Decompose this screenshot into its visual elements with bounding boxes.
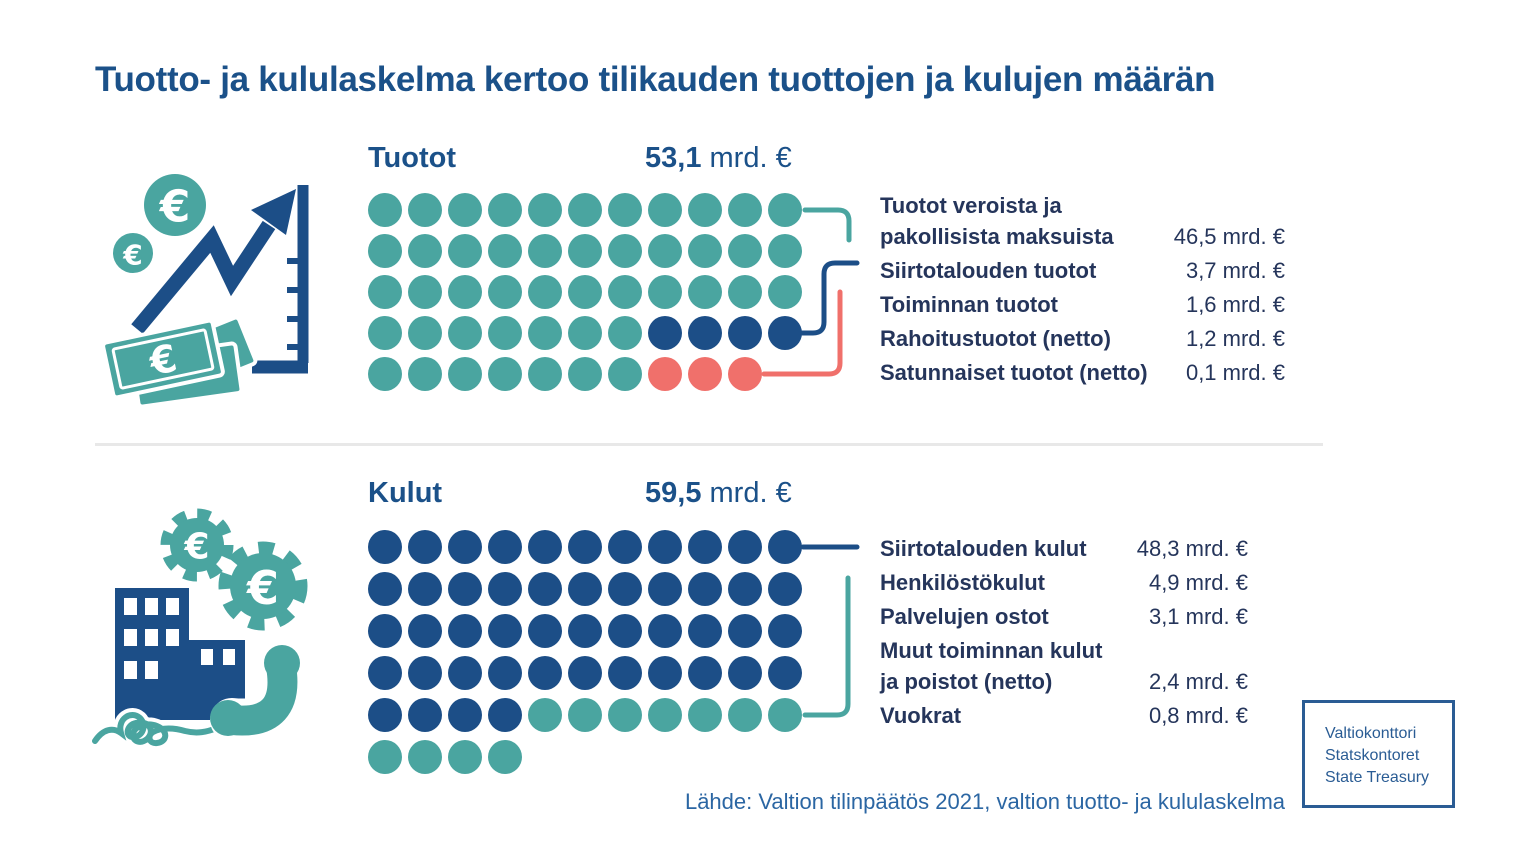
teal-dot bbox=[728, 698, 762, 732]
legend-item-value: 3,7 mrd. € bbox=[1185, 258, 1285, 283]
legend-item bbox=[880, 533, 1248, 564]
navy-dot bbox=[728, 572, 762, 606]
tuotot-legend bbox=[880, 190, 1285, 391]
kulut-waffle-chart bbox=[368, 530, 802, 782]
navy-dot bbox=[408, 572, 442, 606]
gear-euro-small bbox=[167, 515, 227, 575]
navy-dot bbox=[408, 656, 442, 690]
teal-dot bbox=[568, 234, 602, 268]
teal-dot bbox=[608, 275, 642, 309]
navy-dot bbox=[728, 316, 762, 350]
teal-dot bbox=[728, 275, 762, 309]
navy-dot bbox=[528, 572, 562, 606]
teal-dot bbox=[568, 357, 602, 391]
navy-dot bbox=[648, 656, 682, 690]
navy-dot bbox=[568, 614, 602, 648]
legend-item-label: Palvelujen ostot bbox=[880, 604, 1049, 629]
navy-dot bbox=[608, 530, 642, 564]
legend-item-value: 3,1 mrd. € bbox=[1148, 604, 1248, 629]
teal-dot bbox=[448, 193, 482, 227]
dot-row bbox=[368, 316, 802, 350]
navy-dot bbox=[528, 656, 562, 690]
navy-dot bbox=[368, 530, 402, 564]
teal-dot bbox=[648, 275, 682, 309]
dot-row bbox=[368, 572, 802, 606]
logo-line-en: State Treasury bbox=[1325, 769, 1430, 786]
legend-item-label: Rahoitustuotot (netto) bbox=[880, 326, 1111, 351]
legend-item bbox=[880, 700, 1248, 731]
legend-item-value: 0,1 mrd. € bbox=[1185, 360, 1285, 385]
gear-euro-big bbox=[226, 549, 300, 623]
legend-item bbox=[880, 567, 1248, 598]
teal-dot bbox=[448, 740, 482, 774]
teal-dot bbox=[408, 316, 442, 350]
source-caption: Lähde: Valtion tilinpäätös 2021, valtion tuotto- ja kululaskelma bbox=[684, 789, 1286, 814]
legend-item-label: Satunnaiset tuotot (netto) bbox=[880, 360, 1148, 385]
building-gears-phone-icon bbox=[85, 498, 325, 760]
navy-dot bbox=[648, 530, 682, 564]
tuotot-waffle-chart bbox=[368, 193, 802, 398]
navy-dot bbox=[448, 614, 482, 648]
kulut-amount bbox=[645, 477, 792, 510]
teal-dot bbox=[368, 357, 402, 391]
navy-dot bbox=[768, 316, 802, 350]
dot-row bbox=[368, 275, 802, 309]
teal-dot bbox=[528, 357, 562, 391]
teal-dot bbox=[648, 234, 682, 268]
teal-dot bbox=[528, 193, 562, 227]
navy-dot bbox=[368, 572, 402, 606]
legend-item bbox=[880, 255, 1285, 286]
teal-dot bbox=[448, 316, 482, 350]
svg-text:€: € bbox=[246, 561, 280, 615]
navy-dot bbox=[648, 614, 682, 648]
navy-dot bbox=[768, 656, 802, 690]
teal-dot bbox=[608, 234, 642, 268]
teal-dot bbox=[448, 234, 482, 268]
legend-item-label: Siirtotalouden kulut bbox=[880, 536, 1087, 561]
legend-item bbox=[880, 323, 1285, 354]
svg-text:€: € bbox=[145, 335, 181, 385]
teal-dot bbox=[768, 193, 802, 227]
legend-item bbox=[880, 601, 1248, 632]
teal-dot bbox=[488, 275, 522, 309]
navy-dot bbox=[528, 530, 562, 564]
dot-row bbox=[368, 234, 802, 268]
navy-dot bbox=[448, 572, 482, 606]
legend-item-value: 48,3 mrd. € bbox=[1136, 536, 1248, 561]
teal-dot bbox=[688, 193, 722, 227]
teal-dot bbox=[528, 275, 562, 309]
teal-dot bbox=[488, 740, 522, 774]
navy-dot bbox=[688, 572, 722, 606]
teal-dot bbox=[768, 234, 802, 268]
dot-row bbox=[368, 740, 802, 774]
euro-growth-chart-icon bbox=[85, 163, 325, 415]
logo-line-fi: Valtiokonttori bbox=[1325, 725, 1417, 742]
legend-item bbox=[880, 635, 1248, 697]
dot-row bbox=[368, 698, 802, 732]
kulut-other-bracket-line bbox=[805, 578, 848, 715]
teal-dot bbox=[408, 234, 442, 268]
navy-dot bbox=[568, 530, 602, 564]
navy-dot bbox=[568, 656, 602, 690]
teal-dot bbox=[368, 234, 402, 268]
navy-dot bbox=[448, 698, 482, 732]
navy-dot bbox=[648, 572, 682, 606]
legend-item-label: Toiminnan tuotot bbox=[880, 292, 1058, 317]
svg-text:€: € bbox=[123, 238, 143, 272]
teal-dot bbox=[728, 193, 762, 227]
tuotot-heading: Tuotot bbox=[368, 142, 457, 174]
teal-dot bbox=[608, 193, 642, 227]
dot-row bbox=[368, 357, 802, 391]
tuotot-amount-unit: mrd. € bbox=[709, 142, 792, 174]
legend-item-label: Tuotot veroista ja pakollisista maksuista bbox=[880, 193, 1114, 249]
legend-item-value: 2,4 mrd. € bbox=[1148, 669, 1248, 694]
kulut-amount-unit: mrd. € bbox=[709, 477, 792, 509]
navy-dot bbox=[688, 614, 722, 648]
coral-dot bbox=[648, 357, 682, 391]
svg-text:€: € bbox=[159, 181, 191, 233]
coral-dot bbox=[728, 357, 762, 391]
navy-dot bbox=[448, 656, 482, 690]
navy-dot bbox=[448, 530, 482, 564]
state-treasury-logo bbox=[1302, 700, 1455, 808]
navy-dot bbox=[368, 656, 402, 690]
teal-dot bbox=[488, 193, 522, 227]
teal-dot bbox=[648, 698, 682, 732]
navy-dot bbox=[688, 656, 722, 690]
teal-dot bbox=[608, 357, 642, 391]
navy-dot bbox=[728, 614, 762, 648]
dot-row bbox=[368, 614, 802, 648]
navy-dot bbox=[488, 656, 522, 690]
tuotot-amount-value: 53,1 bbox=[645, 142, 702, 174]
teal-dot bbox=[488, 234, 522, 268]
teal-dot bbox=[408, 357, 442, 391]
navy-dot bbox=[768, 530, 802, 564]
navy-dot bbox=[408, 698, 442, 732]
svg-text:€: € bbox=[184, 526, 210, 568]
navy-dot bbox=[488, 530, 522, 564]
kulut-legend bbox=[880, 533, 1248, 734]
navy-dot bbox=[768, 614, 802, 648]
page-title: Tuotto- ja kululaskelma kertoo tilikauden tuottojen ja kulujen määrän bbox=[95, 60, 1216, 99]
legend-item-label: Vuokrat bbox=[880, 703, 962, 728]
dot-row bbox=[368, 193, 802, 227]
legend-item bbox=[880, 289, 1285, 320]
teal-dot bbox=[488, 357, 522, 391]
navy-dot bbox=[528, 614, 562, 648]
navy-dot bbox=[688, 316, 722, 350]
navy-dot bbox=[608, 614, 642, 648]
teal-dot bbox=[368, 316, 402, 350]
legend-item-label: Henkilöstökulut bbox=[880, 570, 1046, 595]
kulut-heading: Kulut bbox=[368, 477, 443, 509]
navy-dot bbox=[568, 572, 602, 606]
teal-dot bbox=[688, 234, 722, 268]
teal-dot bbox=[568, 316, 602, 350]
teal-dot bbox=[528, 316, 562, 350]
navy-dot bbox=[608, 656, 642, 690]
legend-item-value: 0,8 mrd. € bbox=[1148, 703, 1248, 728]
navy-dot bbox=[368, 614, 402, 648]
teal-dot bbox=[408, 275, 442, 309]
tuotot-amount bbox=[645, 142, 792, 175]
section-divider bbox=[95, 443, 1323, 446]
teal-dot bbox=[568, 275, 602, 309]
teal-dot bbox=[408, 193, 442, 227]
legend-item-label: Muut toiminnan kulut ja poistot (netto) bbox=[880, 638, 1103, 694]
teal-dot bbox=[368, 193, 402, 227]
teal-dot bbox=[568, 193, 602, 227]
teal-dot bbox=[408, 740, 442, 774]
kulut-amount-value: 59,5 bbox=[645, 477, 702, 509]
teal-dot bbox=[768, 275, 802, 309]
teal-dot bbox=[688, 698, 722, 732]
logo-line-sv: Statskontoret bbox=[1325, 747, 1420, 764]
navy-dot bbox=[488, 572, 522, 606]
legend-item-value: 4,9 mrd. € bbox=[1148, 570, 1248, 595]
navy-dot bbox=[488, 698, 522, 732]
navy-dot bbox=[728, 530, 762, 564]
navy-dot bbox=[408, 614, 442, 648]
teal-dot bbox=[368, 740, 402, 774]
teal-dot bbox=[648, 193, 682, 227]
legend-item-label: Siirtotalouden tuotot bbox=[880, 258, 1097, 283]
teal-dot bbox=[368, 275, 402, 309]
legend-item bbox=[880, 357, 1285, 388]
legend-item-value: 1,2 mrd. € bbox=[1185, 326, 1285, 351]
tuotot-taxes-connector-line bbox=[805, 210, 849, 240]
teal-dot bbox=[688, 275, 722, 309]
navy-dot bbox=[688, 530, 722, 564]
navy-dot bbox=[608, 572, 642, 606]
navy-dot bbox=[408, 530, 442, 564]
teal-dot bbox=[608, 698, 642, 732]
navy-dot bbox=[768, 572, 802, 606]
legend-item-value: 46,5 mrd. € bbox=[1173, 224, 1285, 249]
legend-item bbox=[880, 190, 1285, 252]
teal-dot bbox=[528, 234, 562, 268]
teal-dot bbox=[448, 275, 482, 309]
teal-dot bbox=[728, 234, 762, 268]
teal-dot bbox=[568, 698, 602, 732]
teal-dot bbox=[488, 316, 522, 350]
teal-dot bbox=[768, 698, 802, 732]
teal-dot bbox=[448, 357, 482, 391]
navy-dot bbox=[648, 316, 682, 350]
teal-dot bbox=[608, 316, 642, 350]
navy-dot bbox=[488, 614, 522, 648]
dot-row bbox=[368, 656, 802, 690]
navy-dot bbox=[728, 656, 762, 690]
dot-row bbox=[368, 530, 802, 564]
navy-dot bbox=[368, 698, 402, 732]
coral-dot bbox=[688, 357, 722, 391]
tuotot-transfer-connector-line bbox=[797, 263, 857, 333]
teal-dot bbox=[528, 698, 562, 732]
legend-item-value: 1,6 mrd. € bbox=[1185, 292, 1285, 317]
